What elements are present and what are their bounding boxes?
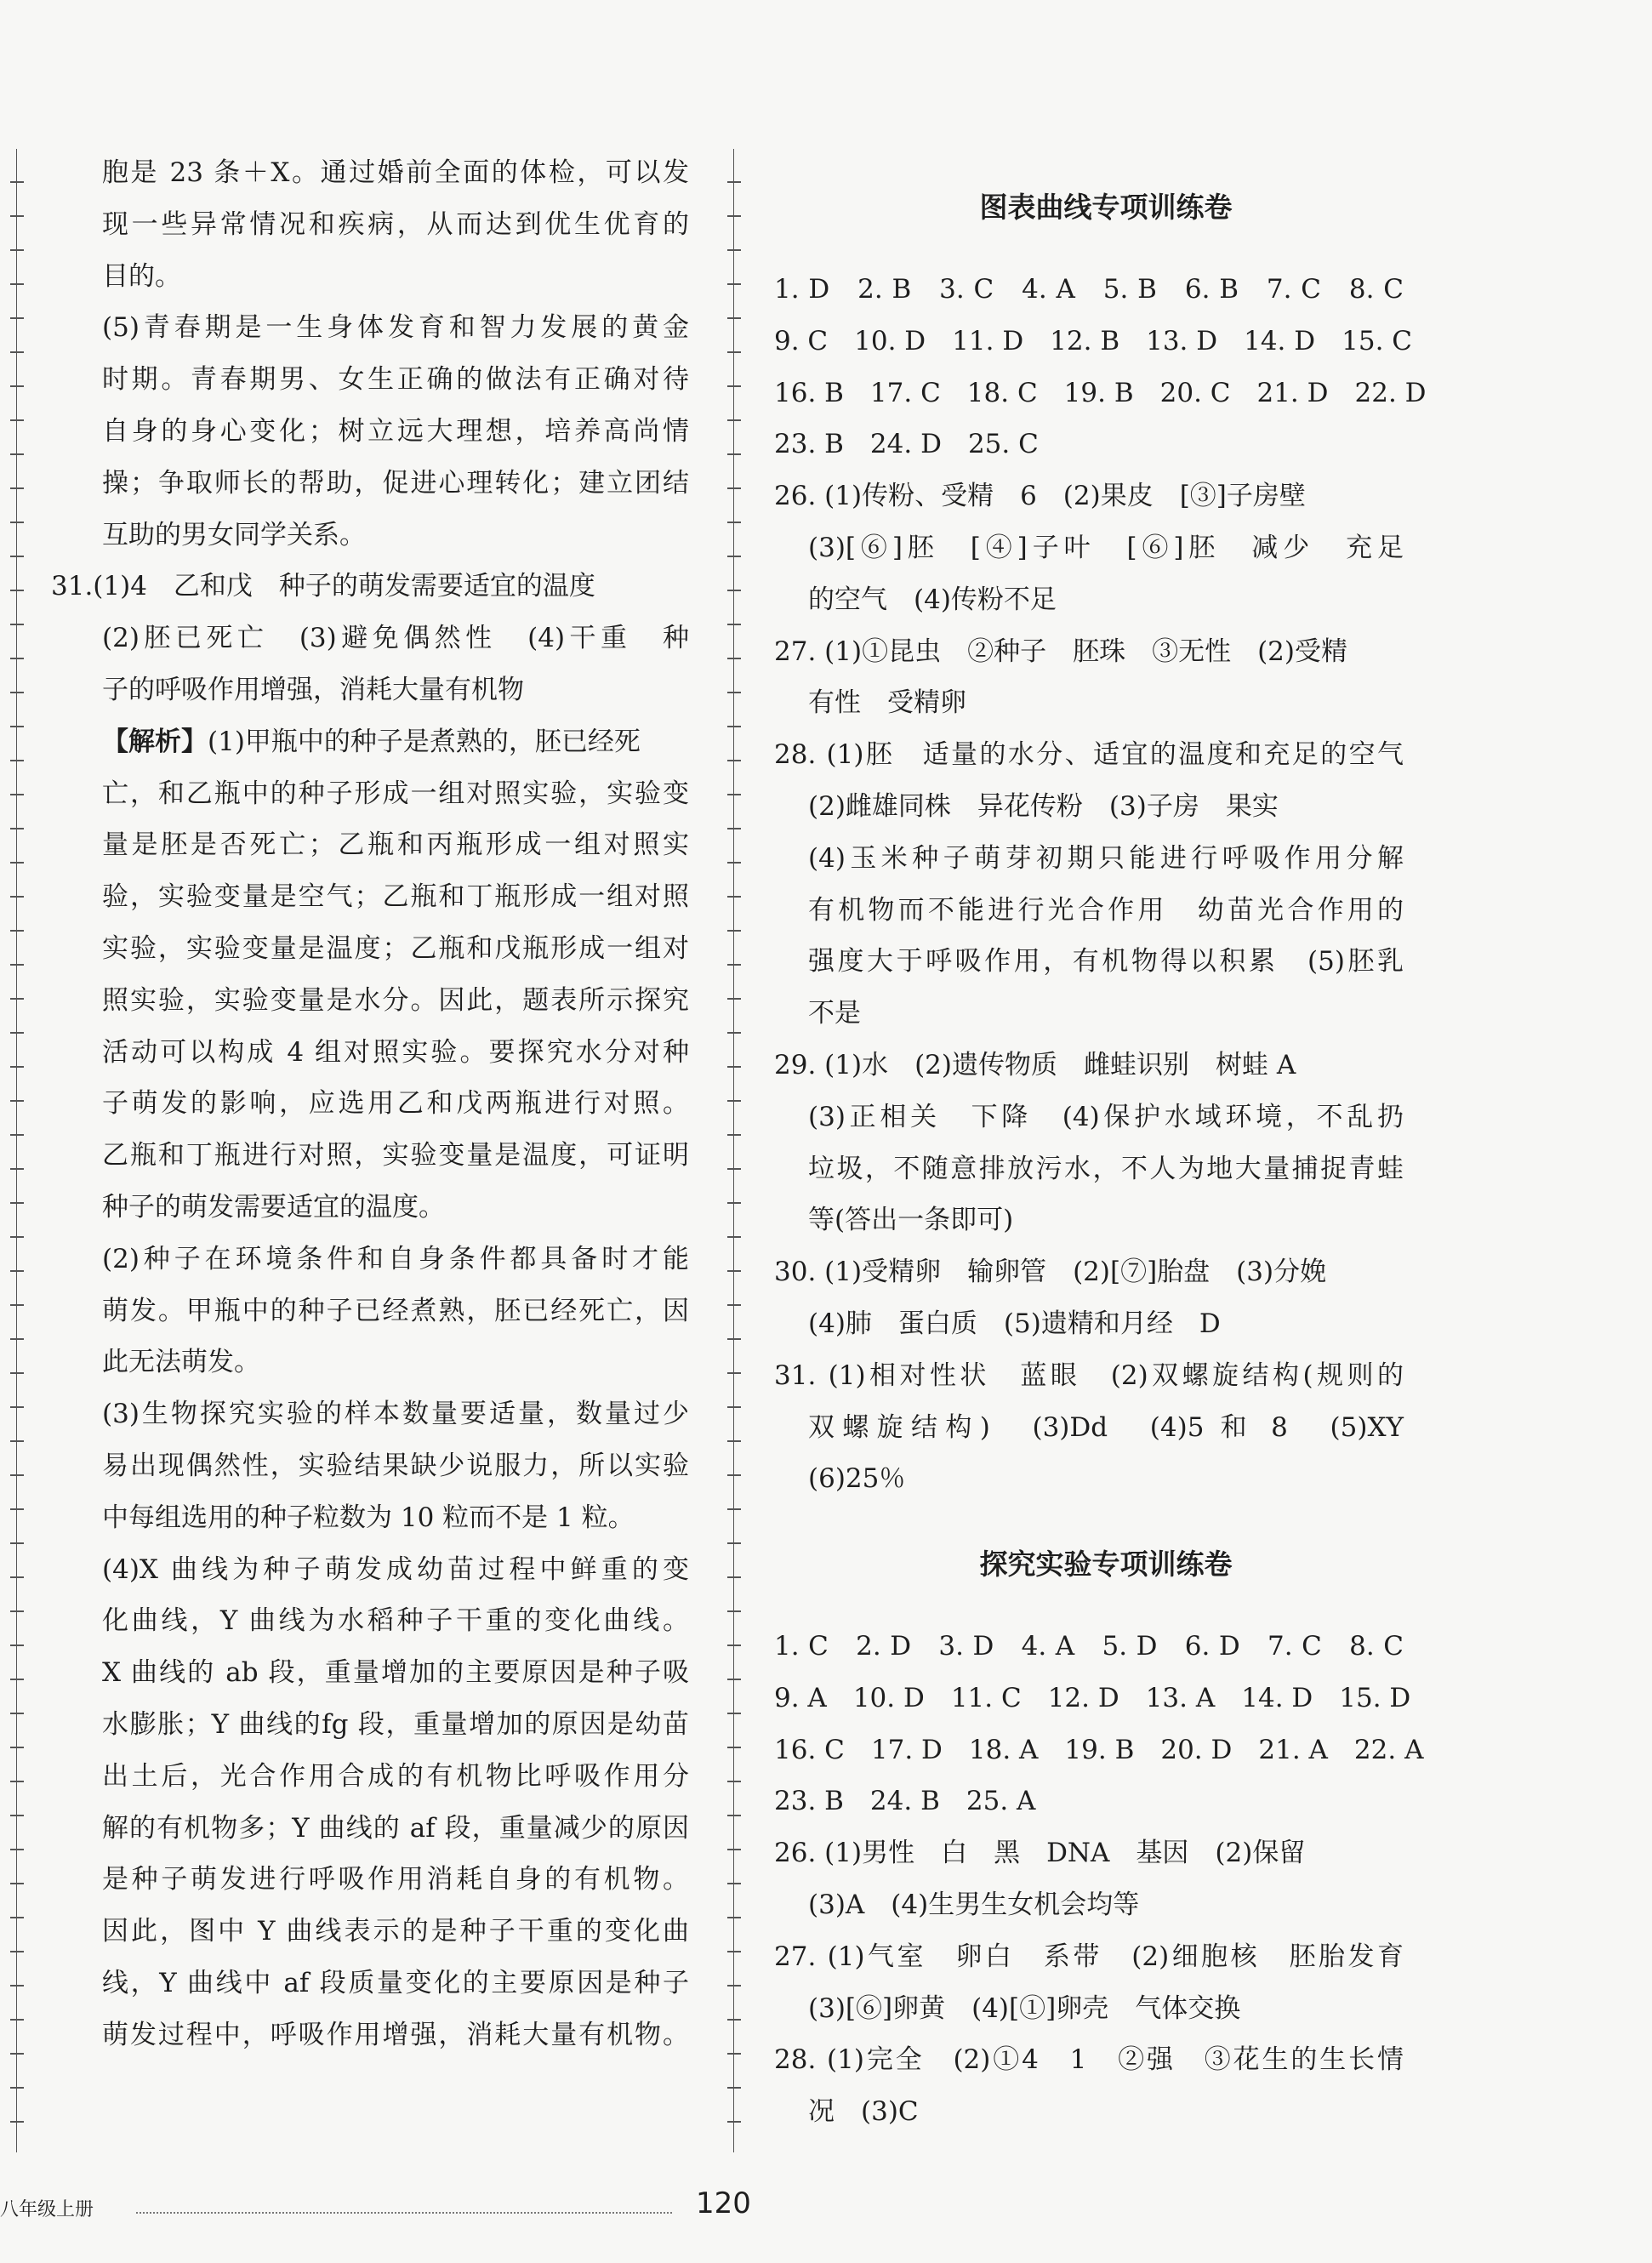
left-text-line: 因此，图中 Y 曲线表示的是种子干重的变化曲 (102, 1916, 689, 1947)
column-divider (727, 149, 741, 2152)
left-text-line: 乙瓶和丁瓶进行对照，实验变量是温度，可证明 (102, 1140, 689, 1171)
chart-section-answer-line: 等(答出一条即可) (808, 1205, 1014, 1236)
left-text-line: 目的。 (102, 260, 181, 292)
footer-dotted-rule (136, 2212, 672, 2214)
chart-section-answer-line: (6)25％ (808, 1463, 906, 1495)
chart-section-answer-line: (3)正相关 下降 (4)保护水域环境，不乱扔 (808, 1101, 1404, 1132)
chart-section-answer-line: 不是 (808, 998, 861, 1029)
left-text-line: 亡，和乙瓶中的种子形成一组对照实验，实验变 (102, 778, 689, 809)
left-text-line: (2)胚已死亡 (3)避免偶然性 (4)干重 种 (102, 623, 689, 654)
left-text-line: 萌发过程中，呼吸作用增强，消耗大量有机物。 (102, 2019, 689, 2050)
left-text-line: 验，实验变量是空气；乙瓶和丁瓶形成一组对照 (102, 881, 689, 913)
left-text-line: X 曲线的 ab 段，重量增加的主要原因是种子吸 (102, 1657, 689, 1689)
chart-section-answer-line: 26. (1)传粉、受精 6 (2)果皮 [③]子房壁 (774, 481, 1306, 512)
experiment-section-answer-line: 28. (1)完全 (2)①4 1 ②强 ③花生的生长情 (774, 2044, 1404, 2076)
left-text-line: 实验，实验变量是温度；乙瓶和戊瓶形成一组对 (102, 933, 689, 964)
left-text-line: 互助的男女同学关系。 (102, 519, 366, 550)
chart-section-answer-line: 29. (1)水 (2)遗传物质 雌蛙识别 树蛙 A (774, 1050, 1296, 1080)
left-text-line: (3)生物探究实验的样本数量要适量，数量过少 (102, 1399, 689, 1430)
left-text-line: 易出现偶然性，实验结果缺少说服力，所以实验 (102, 1451, 689, 1481)
chart-section-answer-line: 16. B 17. C 18. C 19. B 20. C 21. D 22. D (774, 377, 1427, 408)
left-text-line: 此无法萌发。 (102, 1347, 260, 1378)
experiment-section-answer-line: 23. B 24. B 25. A (774, 1786, 1036, 1817)
left-text-line: 操；争取师长的帮助，促进心理转化；建立团结 (102, 467, 689, 499)
left-text-line: 自身的身心变化；树立远大理想，培养高尚情 (102, 416, 689, 447)
chart-section-answer-line: 有机物而不能进行光合作用 幼苗光合作用的 (808, 894, 1404, 926)
page-number: 120 (696, 2186, 751, 2220)
left-text-line: 胞是 23 条＋X。通过婚前全面的体检，可以发 (102, 157, 689, 188)
chart-section-answer-line: 28. (1)胚 适量的水分、适宜的温度和充足的空气 (774, 739, 1404, 771)
left-text-line: 种子的萌发需要适宜的温度。 (102, 1192, 445, 1223)
chart-section-answer-line: (2)雌雄同株 异花传粉 (3)子房 果实 (808, 791, 1279, 822)
left-margin-ruler (10, 149, 24, 2152)
left-text-line: 中每组选用的种子粒数为 10 粒而不是 1 粒。 (102, 1502, 635, 1533)
chart-section-answer-line: (4)肺 蛋白质 (5)遗精和月经 D (808, 1308, 1221, 1339)
experiment-section-answer-line: 27. (1)气室 卵白 系带 (2)细胞核 胚胎发育 (774, 1941, 1404, 1972)
left-text-line: 萌发。甲瓶中的种子已经煮熟，胚已经死亡，因 (102, 1295, 689, 1326)
chart-section-answer-line: 31. (1)相对性状 蓝眼 (2)双螺旋结构(规则的 (774, 1360, 1404, 1391)
left-text-line: 是种子萌发进行呼吸作用消耗自身的有机物。 (102, 1864, 689, 1895)
chart-section-answer-line: 的空气 (4)传粉不足 (808, 584, 1057, 615)
left-text-line: (4)X 曲线为种子萌发成幼苗过程中鲜重的变 (102, 1553, 689, 1585)
chart-section-answer-line: 30. (1)受精卵 输卵管 (2)[⑦]胎盘 (3)分娩 (774, 1257, 1327, 1288)
experiment-section-answer-line: 1. C 2. D 3. D 4. A 5. D 6. D 7. C 8. C (774, 1631, 1404, 1662)
chart-section-answer-line: 1. D 2. B 3. C 4. A 5. B 6. B 7. C 8. C (774, 274, 1404, 305)
left-text-line: 31.(1)4 乙和戊 种子的萌发需要适宜的温度 (51, 571, 595, 602)
chart-section-answer-line: 双螺旋结构) (3)Dd (4)5 和 8 (5)XY (808, 1411, 1404, 1443)
chart-section-answer-line: (3)[⑥]胚 [④]子叶 [⑥]胚 减少 充足 (808, 533, 1404, 563)
analysis-text: (1)甲瓶中的种子是煮熟的，胚已经死 (208, 726, 641, 757)
section-title-chart-curve: 图表曲线专项训练卷 (979, 191, 1233, 224)
chart-section-answer-line: 23. B 24. D 25. C (774, 429, 1039, 460)
left-text-line: 出土后，光合作用合成的有机物比呼吸作用分 (102, 1760, 689, 1792)
left-text-line: (5)青春期是一生身体发育和智力发展的黄金 (102, 312, 689, 344)
left-text-line: 时期。青春期男、女生正确的做法有正确对待 (102, 364, 689, 396)
chart-section-answer-line: 9. C 10. D 11. D 12. B 13. D 14. D 15. C (774, 325, 1412, 356)
experiment-section-answer-line: 16. C 17. D 18. A 19. B 20. D 21. A 22. A (774, 1734, 1424, 1765)
experiment-section-answer-line: 26. (1)男性 白 黑 DNA 基因 (2)保留 (774, 1838, 1306, 1869)
left-text-line: (2)种子在环境条件和自身条件都具备时才能 (102, 1243, 689, 1274)
left-text-line (102, 725, 689, 759)
analysis-label: 【解析】 (102, 726, 208, 757)
left-text-line: 线，Y 曲线中 af 段质量变化的主要原因是种子 (102, 1968, 689, 1998)
section-title-experiment: 探究实验专项训练卷 (979, 1548, 1233, 1581)
experiment-section-answer-line: 9. A 10. D 11. C 12. D 13. A 14. D 15. D (774, 1682, 1411, 1713)
chart-section-answer-line: 27. (1)①昆虫 ②种子 胚珠 ③无性 (2)受精 (774, 636, 1347, 667)
experiment-section-answer-line: (3)[⑥]卵黄 (4)[①]卵壳 气体交换 (808, 1992, 1241, 2024)
left-text-line: 解的有机物多；Y 曲线的 af 段，重量减少的原因 (102, 1812, 689, 1844)
chart-section-answer-line: 有性 受精卵 (808, 687, 966, 719)
page-footer (0, 2186, 1652, 2229)
experiment-section-answer-line: 况 (3)C (808, 2096, 919, 2128)
left-text-line: 子萌发的影响，应选用乙和戊两瓶进行对照。 (102, 1088, 689, 1120)
left-text-line: 子的呼吸作用增强，消耗大量有机物 (102, 675, 524, 705)
experiment-section-answer-line: (3)A (4)生男生女机会均等 (808, 1890, 1140, 1920)
footer-grade-label: 八年级上册 (0, 2199, 94, 2220)
left-text-line: 化曲线，Y 曲线为水稻种子干重的变化曲线。 (102, 1605, 689, 1637)
left-text-line: 活动可以构成 4 组对照实验。要探究水分对种 (102, 1036, 689, 1068)
left-text-line: 现一些异常情况和疾病，从而达到优生优育的 (102, 208, 689, 240)
chart-section-answer-line: (4)玉米种子萌芽初期只能进行呼吸作用分解 (808, 842, 1404, 874)
chart-section-answer-line: 垃圾，不随意排放污水，不人为地大量捕捉青蛙 (808, 1153, 1404, 1184)
left-text-line: 照实验，实验变量是水分。因此，题表所示探究 (102, 984, 689, 1016)
left-text-line: 量是胚是否死亡；乙瓶和丙瓶形成一组对照实 (102, 829, 689, 861)
left-text-line: 水膨胀；Y 曲线的fg 段，重量增加的原因是幼苗 (102, 1709, 689, 1740)
chart-section-answer-line: 强度大于呼吸作用，有机物得以积累 (5)胚乳 (808, 946, 1404, 978)
